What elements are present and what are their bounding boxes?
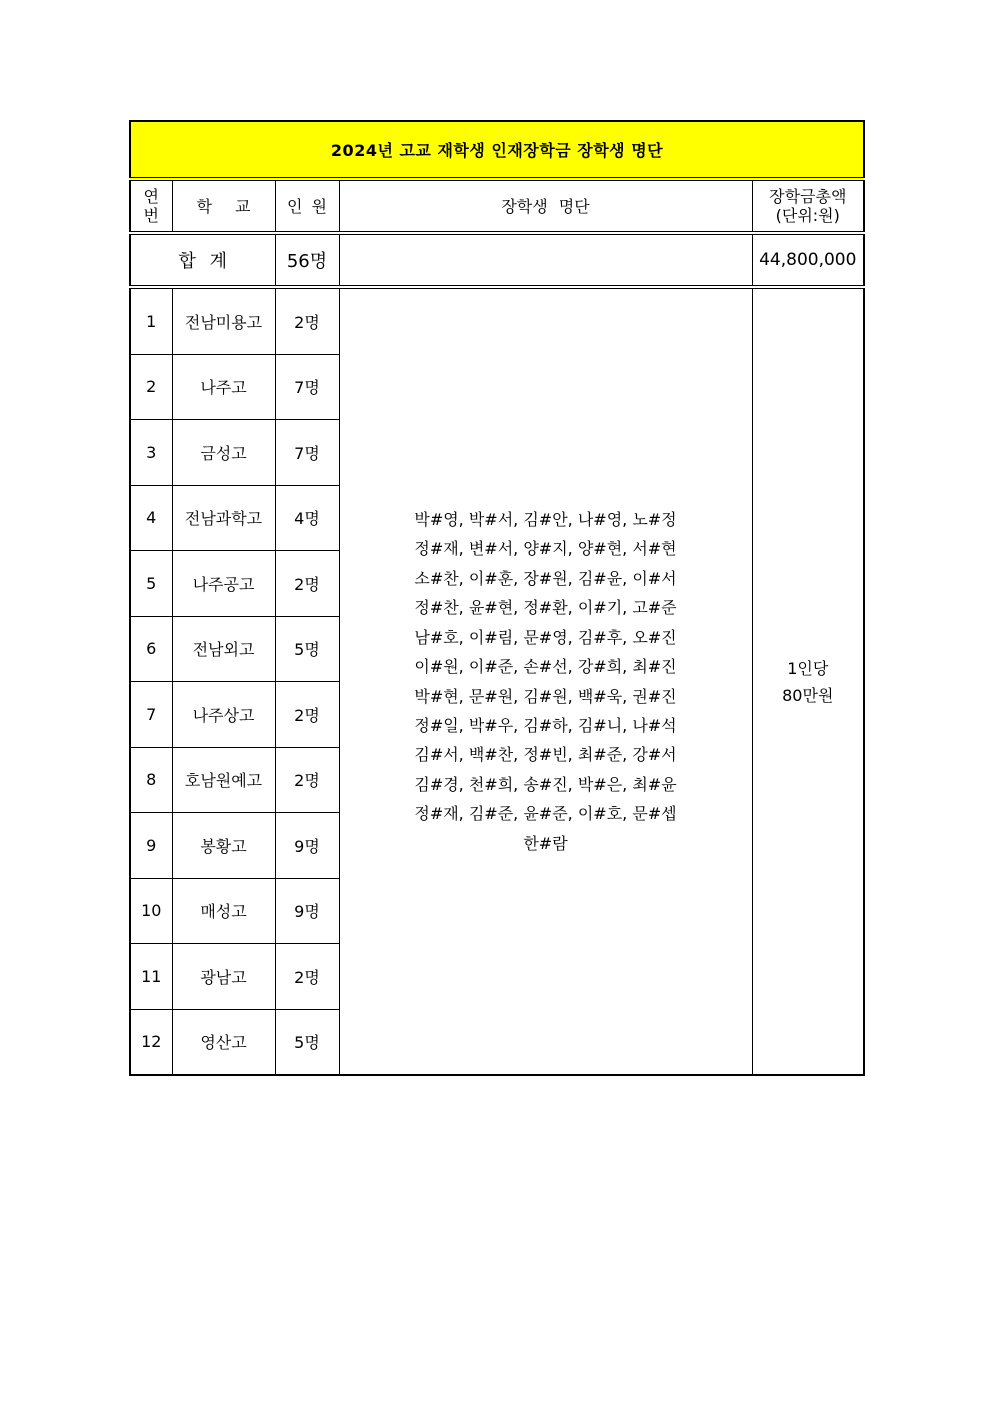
school-name: 전남외고 (172, 616, 275, 682)
row-number: 10 (130, 878, 172, 944)
total-label: 합 계 (130, 233, 275, 287)
student-count: 9명 (275, 878, 339, 944)
names-line: 박#영, 박#서, 김#안, 나#영, 노#정 (414, 510, 677, 530)
header-student-names: 장학생 명단 (339, 179, 752, 233)
names-line: 이#원, 이#준, 손#선, 강#희, 최#진 (414, 657, 677, 677)
student-count: 7명 (275, 420, 339, 486)
school-name: 전남과학고 (172, 485, 275, 551)
school-name: 금성고 (172, 420, 275, 486)
row-number: 11 (130, 944, 172, 1010)
student-count: 4명 (275, 485, 339, 551)
student-count: 5명 (275, 616, 339, 682)
per-person-amount: 80만원 (782, 685, 834, 705)
school-name: 나주공고 (172, 551, 275, 617)
table-row (130, 287, 864, 354)
student-names-cell (339, 287, 752, 1075)
names-line: 정#찬, 윤#현, 정#환, 이#기, 고#준 (414, 598, 677, 618)
row-number: 5 (130, 551, 172, 617)
scholarship-table (129, 120, 865, 1076)
header-school: 학 교 (172, 179, 275, 233)
row-number: 2 (130, 354, 172, 420)
student-count: 2명 (275, 287, 339, 354)
total-names-empty (339, 233, 752, 287)
total-count: 56명 (275, 233, 339, 287)
row-number: 6 (130, 616, 172, 682)
school-name: 영산고 (172, 1009, 275, 1075)
names-line: 정#일, 박#우, 김#하, 김#니, 나#석 (414, 715, 677, 735)
student-count: 2명 (275, 682, 339, 748)
student-count: 2명 (275, 551, 339, 617)
header-count: 인 원 (275, 179, 339, 233)
title-row (130, 121, 864, 179)
row-number: 1 (130, 287, 172, 354)
student-count: 5명 (275, 1009, 339, 1075)
header-serial-number (130, 179, 172, 233)
school-name: 봉황고 (172, 813, 275, 879)
names-line: 남#호, 이#림, 문#영, 김#후, 오#진 (414, 627, 677, 647)
student-count: 2명 (275, 944, 339, 1010)
school-name: 전남미용고 (172, 287, 275, 354)
names-line: 정#재, 변#서, 양#지, 양#현, 서#현 (414, 539, 677, 559)
row-number: 7 (130, 682, 172, 748)
row-number: 3 (130, 420, 172, 486)
names-line: 소#찬, 이#훈, 장#원, 김#윤, 이#서 (414, 568, 677, 588)
total-amount: 44,800,000 (752, 233, 864, 287)
school-name: 나주고 (172, 354, 275, 420)
names-line: 한#람 (523, 833, 568, 853)
row-number: 8 (130, 747, 172, 813)
per-person-amount-cell (752, 287, 864, 1075)
header-serial-line2: 번 (143, 206, 159, 225)
header-row (130, 179, 864, 233)
student-count: 7명 (275, 354, 339, 420)
student-count: 2명 (275, 747, 339, 813)
row-number: 9 (130, 813, 172, 879)
row-number: 4 (130, 485, 172, 551)
total-row (130, 233, 864, 287)
header-amount-line2: (단위:원) (775, 206, 840, 225)
school-name: 호남원예고 (172, 747, 275, 813)
names-line: 정#재, 김#준, 윤#준, 이#호, 문#셉 (414, 804, 677, 824)
names-line: 김#서, 백#찬, 정#빈, 최#준, 강#서 (414, 745, 677, 765)
row-number: 12 (130, 1009, 172, 1075)
school-name: 광남고 (172, 944, 275, 1010)
student-count: 9명 (275, 813, 339, 879)
header-amount-line1: 장학금총액 (769, 187, 847, 206)
school-name: 나주상고 (172, 682, 275, 748)
document-title: 2024년 고교 재학생 인재장학금 장학생 명단 (130, 121, 864, 179)
school-name: 매성고 (172, 878, 275, 944)
names-line: 박#현, 문#원, 김#원, 백#욱, 권#진 (414, 686, 677, 706)
header-serial-line1: 연 (143, 187, 159, 206)
header-total-amount (752, 179, 864, 233)
names-line: 김#경, 천#희, 송#진, 박#은, 최#윤 (414, 774, 677, 794)
per-person-label: 1인당 (787, 658, 829, 678)
